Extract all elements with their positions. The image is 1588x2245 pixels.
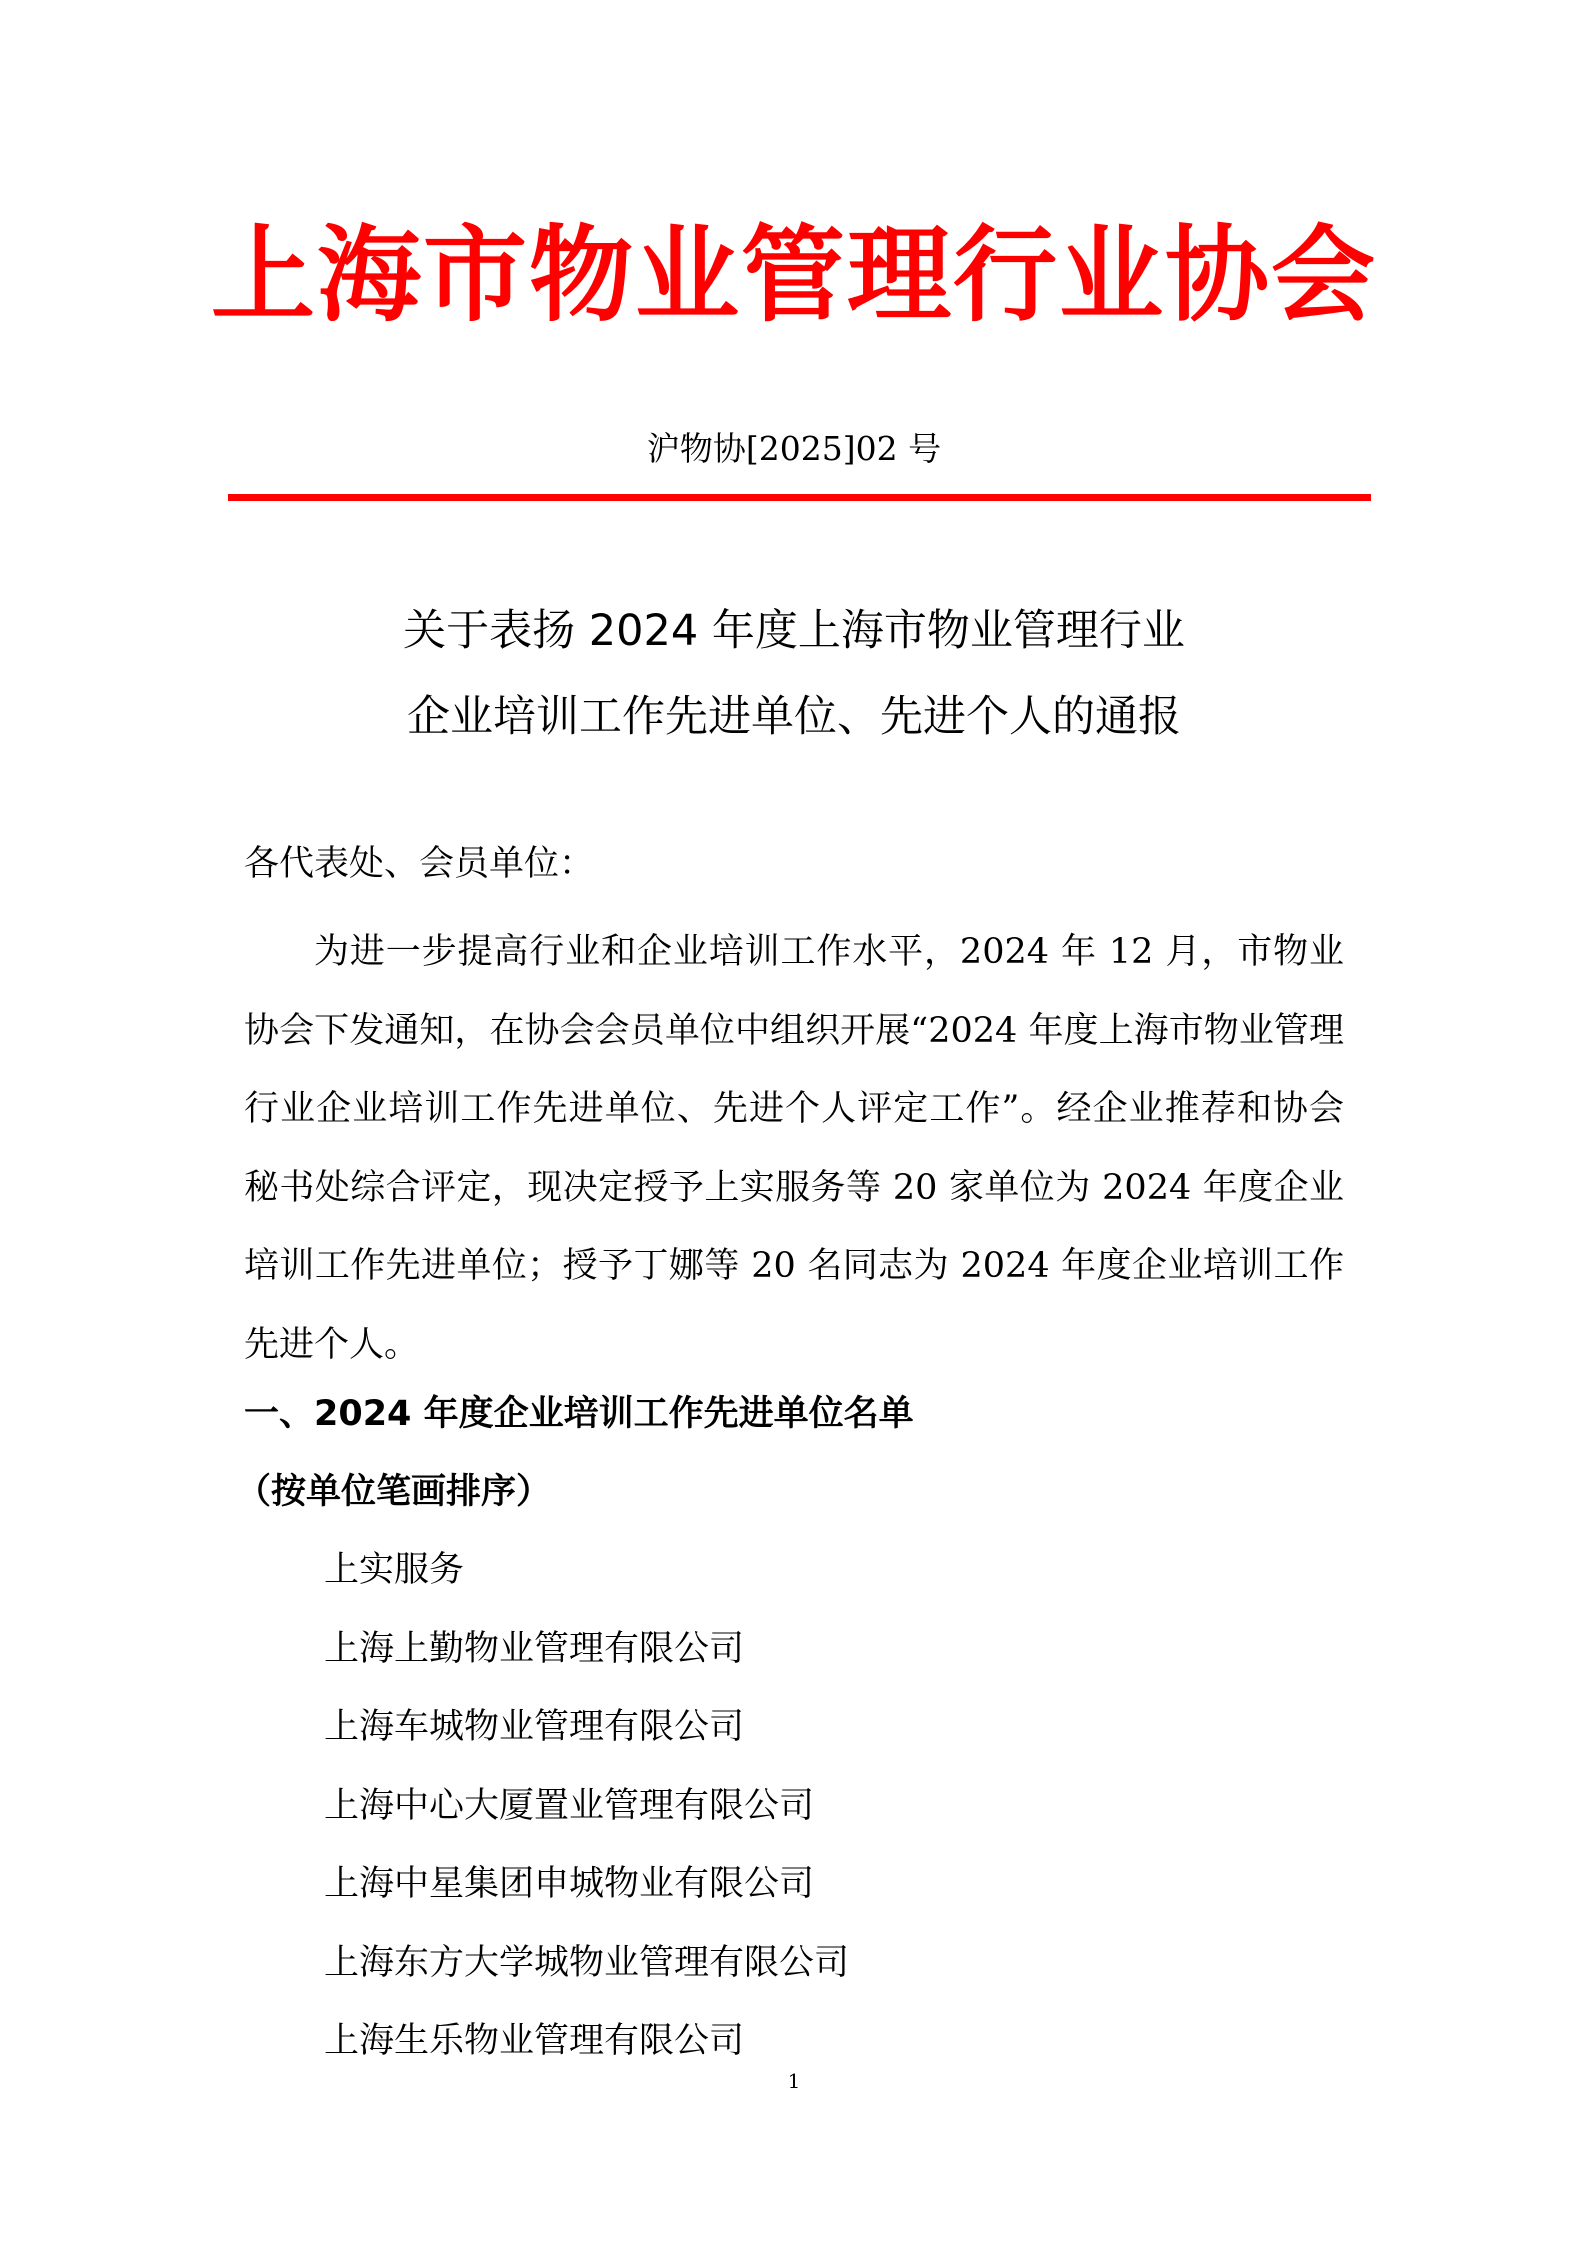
body-paragraph: 为进一步提高行业和企业培训工作水平，2024 年 12 月，市物业协会下发通知，在协会会员单位中组织开展“2024 年度上海市物业管理行业企业培训工作先进单位、先进个人评定工作”。经企业推荐和协会秘书处综合评定，现决定授予上实服务等 20 家单位为 2024 年度企业培训工作先进单位；授予丁娜等 20 名同志为 2024 年度企业培训工作先进个人。 xyxy=(244,932,1344,1365)
list-item: 上实服务 xyxy=(324,1550,465,1590)
document-number: 沪物协[2025]02 号 xyxy=(646,429,942,468)
document-title-line-1: 关于表扬 2024 年度上海市物业管理行业 xyxy=(403,606,1185,656)
section-heading: 一、2024 年度企业培训工作先进单位名单 xyxy=(244,1394,914,1434)
section-subheading: （按单位笔画排序） xyxy=(236,1472,552,1512)
organization-header: 上海市物业管理行业协会 xyxy=(210,214,1377,336)
list-item: 上海生乐物业管理有限公司 xyxy=(324,2021,745,2061)
list-item: 上海中心大厦置业管理有限公司 xyxy=(324,1785,815,1826)
list-item: 上海上勤物业管理有限公司 xyxy=(324,1628,745,1669)
advanced-unit-list xyxy=(324,1540,849,2090)
document-title-line-2: 企业培训工作先进单位、先进个人的通报 xyxy=(407,692,1181,742)
salutation: 各代表处、会员单位： xyxy=(244,844,595,884)
page-number: 1 xyxy=(787,2069,801,2093)
red-divider-line xyxy=(228,494,1371,501)
list-item: 上海车城物业管理有限公司 xyxy=(324,1707,745,1747)
list-item: 上海中星集团申城物业有限公司 xyxy=(324,1864,815,1904)
list-item: 上海东方大学城物业管理有限公司 xyxy=(324,1942,850,1983)
